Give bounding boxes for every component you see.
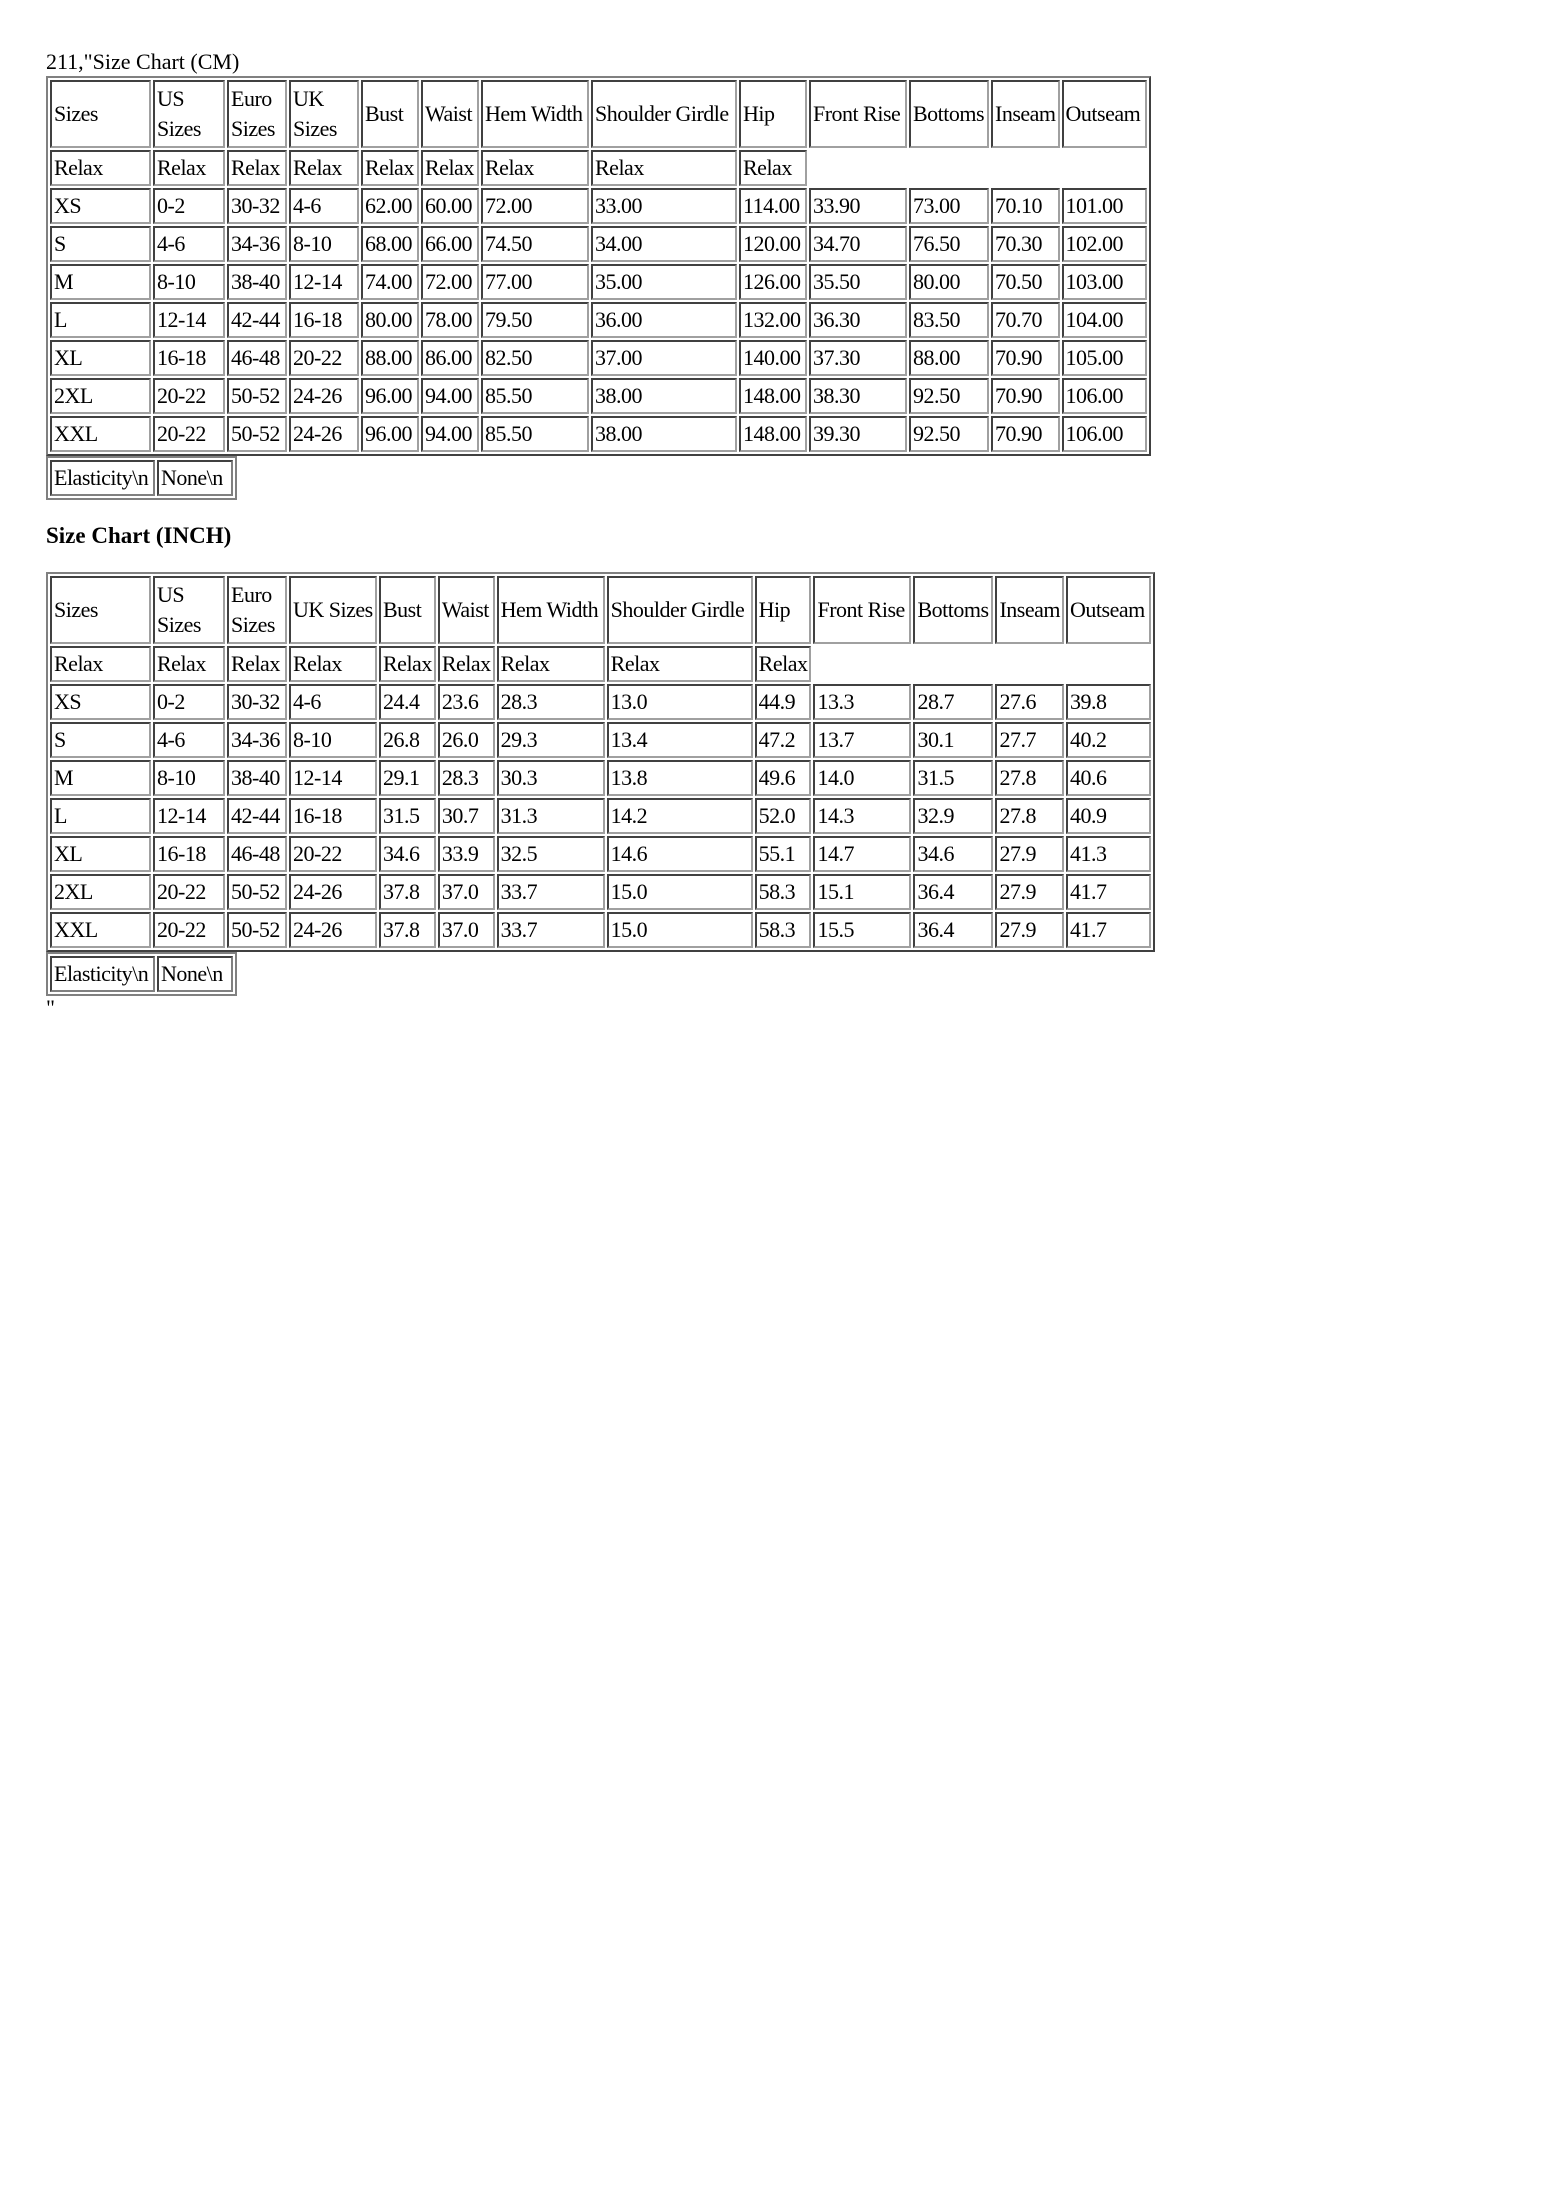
cell-bottoms: 88.00 [909, 340, 989, 376]
cell-uk-sizes: 16-18 [289, 798, 377, 834]
cell-uk-sizes: 8-10 [289, 226, 359, 262]
cell-sizes: M [50, 264, 151, 300]
cell-hip: 47.2 [755, 722, 812, 758]
cell-front-rise: 37.30 [809, 340, 907, 376]
cell-waist: 66.00 [421, 226, 479, 262]
cell-euro-sizes: 30-32 [227, 188, 287, 224]
column-header-bottoms: Bottoms [913, 576, 993, 644]
column-header-euro-sizes: Euro Sizes [227, 576, 287, 644]
cell-bust: 68.00 [361, 226, 419, 262]
cell-uk-sizes: 12-14 [289, 264, 359, 300]
cell-waist: 78.00 [421, 302, 479, 338]
cell-bust: 37.8 [379, 874, 436, 910]
cell-shoulder-girdle: 14.2 [607, 798, 753, 834]
cell-hem-width: 82.50 [481, 340, 589, 376]
elasticity-label: Elasticity\n [50, 460, 155, 496]
cell-euro-sizes: 50-52 [227, 378, 287, 414]
cell-waist: 37.0 [438, 912, 495, 948]
cell-outseam: 105.00 [1062, 340, 1147, 376]
cell-euro-sizes: 42-44 [227, 798, 287, 834]
cell-bust: 62.00 [361, 188, 419, 224]
cm-elasticity-table [46, 456, 237, 500]
cell-bottoms: 32.9 [913, 798, 993, 834]
inch-elasticity-table [46, 952, 237, 996]
cell-us-sizes: 0-2 [153, 684, 225, 720]
cell-sizes: 2XL [50, 378, 151, 414]
cell-front-rise: 15.5 [813, 912, 911, 948]
document-end-quote: " [46, 995, 55, 1020]
table-row [50, 722, 1151, 758]
cell-uk-sizes: 4-6 [289, 188, 359, 224]
cell-hem-width: 85.50 [481, 378, 589, 414]
relax-cell: Relax [607, 646, 753, 682]
table-row [50, 302, 1147, 338]
cell-front-rise: 14.0 [813, 760, 911, 796]
cell-bottoms: 80.00 [909, 264, 989, 300]
cell-bottoms: 28.7 [913, 684, 993, 720]
column-header-waist: Waist [438, 576, 495, 644]
cell-uk-sizes: 16-18 [289, 302, 359, 338]
cell-front-rise: 14.7 [813, 836, 911, 872]
cell-waist: 26.0 [438, 722, 495, 758]
table-row [50, 760, 1151, 796]
cell-hip: 44.9 [755, 684, 812, 720]
cell-hip: 58.3 [755, 874, 812, 910]
cell-hip: 132.00 [739, 302, 807, 338]
cell-bottoms: 83.50 [909, 302, 989, 338]
cell-waist: 33.9 [438, 836, 495, 872]
cell-us-sizes: 0-2 [153, 188, 225, 224]
cell-uk-sizes: 24-26 [289, 378, 359, 414]
cell-inseam: 70.30 [991, 226, 1060, 262]
cell-shoulder-girdle: 33.00 [591, 188, 737, 224]
cell-hip: 49.6 [755, 760, 812, 796]
cell-front-rise: 34.70 [809, 226, 907, 262]
relax-cell: Relax [438, 646, 495, 682]
cell-hip: 148.00 [739, 378, 807, 414]
cell-shoulder-girdle: 14.6 [607, 836, 753, 872]
cell-us-sizes: 20-22 [153, 912, 225, 948]
cell-front-rise: 13.7 [813, 722, 911, 758]
cell-shoulder-girdle: 38.00 [591, 416, 737, 452]
cell-inseam: 70.90 [991, 340, 1060, 376]
cell-shoulder-girdle: 36.00 [591, 302, 737, 338]
cell-euro-sizes: 42-44 [227, 302, 287, 338]
cell-hem-width: 72.00 [481, 188, 589, 224]
cell-shoulder-girdle: 34.00 [591, 226, 737, 262]
relax-cell: Relax [755, 646, 812, 682]
cell-us-sizes: 20-22 [153, 874, 225, 910]
cell-front-rise: 38.30 [809, 378, 907, 414]
cell-us-sizes: 8-10 [153, 264, 225, 300]
relax-cell: Relax [289, 646, 377, 682]
relax-cell: Relax [379, 646, 436, 682]
cell-sizes: XXL [50, 912, 151, 948]
relax-cell: Relax [153, 150, 225, 186]
column-header-waist: Waist [421, 80, 479, 148]
cell-hem-width: 33.7 [497, 874, 605, 910]
cell-waist: 23.6 [438, 684, 495, 720]
column-header-us-sizes: US Sizes [153, 576, 225, 644]
cell-outseam: 101.00 [1062, 188, 1147, 224]
cell-uk-sizes: 20-22 [289, 340, 359, 376]
relax-cell: Relax [497, 646, 605, 682]
column-header-sizes: Sizes [50, 80, 151, 148]
document-page [46, 48, 1155, 1020]
cell-outseam: 40.9 [1066, 798, 1151, 834]
column-header-inseam: Inseam [991, 80, 1060, 148]
cell-bottoms: 73.00 [909, 188, 989, 224]
cell-sizes: XXL [50, 416, 151, 452]
cell-euro-sizes: 38-40 [227, 760, 287, 796]
cell-euro-sizes: 46-48 [227, 836, 287, 872]
cell-front-rise: 33.90 [809, 188, 907, 224]
cell-inseam: 27.9 [995, 912, 1064, 948]
cell-waist: 28.3 [438, 760, 495, 796]
column-header-bust: Bust [361, 80, 419, 148]
relax-cell: Relax [361, 150, 419, 186]
cell-bottoms: 76.50 [909, 226, 989, 262]
cell-hem-width: 33.7 [497, 912, 605, 948]
relax-cell: Relax [153, 646, 225, 682]
cell-bust: 96.00 [361, 378, 419, 414]
cell-inseam: 70.70 [991, 302, 1060, 338]
column-header-outseam: Outseam [1062, 80, 1147, 148]
column-header-bust: Bust [379, 576, 436, 644]
size-chart-inch-table [46, 572, 1155, 952]
document-header-line: 211,"Size Chart (CM) [46, 49, 240, 74]
cell-sizes: L [50, 798, 151, 834]
cell-shoulder-girdle: 35.00 [591, 264, 737, 300]
cell-front-rise: 36.30 [809, 302, 907, 338]
cell-uk-sizes: 4-6 [289, 684, 377, 720]
cell-waist: 72.00 [421, 264, 479, 300]
cell-inseam: 27.8 [995, 760, 1064, 796]
cell-hip: 55.1 [755, 836, 812, 872]
cell-hip: 52.0 [755, 798, 812, 834]
cell-inseam: 70.10 [991, 188, 1060, 224]
elasticity-row [50, 460, 233, 496]
cell-shoulder-girdle: 13.0 [607, 684, 753, 720]
cell-us-sizes: 12-14 [153, 302, 225, 338]
cell-front-rise: 13.3 [813, 684, 911, 720]
cell-bottoms: 31.5 [913, 760, 993, 796]
cell-front-rise: 14.3 [813, 798, 911, 834]
cell-bust: 96.00 [361, 416, 419, 452]
cell-outseam: 106.00 [1062, 378, 1147, 414]
cell-waist: 60.00 [421, 188, 479, 224]
cell-us-sizes: 20-22 [153, 378, 225, 414]
column-header-hip: Hip [755, 576, 812, 644]
cell-bottoms: 36.4 [913, 874, 993, 910]
cell-euro-sizes: 34-36 [227, 226, 287, 262]
cell-uk-sizes: 20-22 [289, 836, 377, 872]
cell-outseam: 40.6 [1066, 760, 1151, 796]
cell-front-rise: 39.30 [809, 416, 907, 452]
cell-bust: 31.5 [379, 798, 436, 834]
cell-inseam: 70.90 [991, 416, 1060, 452]
relax-cell: Relax [421, 150, 479, 186]
cell-euro-sizes: 34-36 [227, 722, 287, 758]
cell-shoulder-girdle: 15.0 [607, 874, 753, 910]
cell-hem-width: 74.50 [481, 226, 589, 262]
cell-bust: 26.8 [379, 722, 436, 758]
cell-us-sizes: 16-18 [153, 836, 225, 872]
column-header-hem-width: Hem Width [497, 576, 605, 644]
cell-bottoms: 30.1 [913, 722, 993, 758]
cell-bust: 80.00 [361, 302, 419, 338]
cell-sizes: S [50, 722, 151, 758]
cell-us-sizes: 8-10 [153, 760, 225, 796]
elasticity-value: None\n [157, 956, 233, 992]
cell-uk-sizes: 8-10 [289, 722, 377, 758]
cell-euro-sizes: 46-48 [227, 340, 287, 376]
cell-us-sizes: 16-18 [153, 340, 225, 376]
column-header-front-rise: Front Rise [809, 80, 907, 148]
cell-bust: 74.00 [361, 264, 419, 300]
cell-uk-sizes: 24-26 [289, 416, 359, 452]
relax-cell: Relax [50, 646, 151, 682]
table-row [50, 340, 1147, 376]
cell-hem-width: 79.50 [481, 302, 589, 338]
cell-sizes: S [50, 226, 151, 262]
cell-bottoms: 34.6 [913, 836, 993, 872]
header-row [50, 576, 1151, 644]
cell-inseam: 27.7 [995, 722, 1064, 758]
table-row [50, 912, 1151, 948]
relax-row [50, 646, 1151, 682]
cell-outseam: 104.00 [1062, 302, 1147, 338]
column-header-uk-sizes: UK Sizes [289, 576, 377, 644]
cell-sizes: XS [50, 188, 151, 224]
cell-hip: 140.00 [739, 340, 807, 376]
elasticity-row [50, 956, 233, 992]
cell-euro-sizes: 38-40 [227, 264, 287, 300]
cell-sizes: M [50, 760, 151, 796]
table-row [50, 798, 1151, 834]
cell-inseam: 70.50 [991, 264, 1060, 300]
cell-outseam: 102.00 [1062, 226, 1147, 262]
column-header-bottoms: Bottoms [909, 80, 989, 148]
cell-hip: 120.00 [739, 226, 807, 262]
cell-hem-width: 32.5 [497, 836, 605, 872]
table-row [50, 264, 1147, 300]
cell-inseam: 27.6 [995, 684, 1064, 720]
relax-cell: Relax [227, 646, 287, 682]
cell-shoulder-girdle: 13.4 [607, 722, 753, 758]
cell-outseam: 103.00 [1062, 264, 1147, 300]
table-row [50, 226, 1147, 262]
cell-us-sizes: 20-22 [153, 416, 225, 452]
cell-shoulder-girdle: 13.8 [607, 760, 753, 796]
cell-bust: 24.4 [379, 684, 436, 720]
cell-hem-width: 77.00 [481, 264, 589, 300]
cell-bust: 37.8 [379, 912, 436, 948]
cell-outseam: 41.7 [1066, 874, 1151, 910]
cell-inseam: 27.9 [995, 874, 1064, 910]
cell-sizes: XS [50, 684, 151, 720]
cell-waist: 86.00 [421, 340, 479, 376]
cell-hip: 58.3 [755, 912, 812, 948]
relax-cell: Relax [227, 150, 287, 186]
cell-waist: 94.00 [421, 378, 479, 414]
cell-us-sizes: 4-6 [153, 226, 225, 262]
column-header-us-sizes: US Sizes [153, 80, 225, 148]
cell-bust: 29.1 [379, 760, 436, 796]
relax-cell: Relax [739, 150, 807, 186]
cell-waist: 37.0 [438, 874, 495, 910]
cell-bottoms: 92.50 [909, 416, 989, 452]
cell-euro-sizes: 50-52 [227, 874, 287, 910]
cell-uk-sizes: 24-26 [289, 874, 377, 910]
cell-outseam: 106.00 [1062, 416, 1147, 452]
table-row [50, 188, 1147, 224]
cell-inseam: 27.9 [995, 836, 1064, 872]
column-header-shoulder-girdle: Shoulder Girdle [607, 576, 753, 644]
elasticity-label: Elasticity\n [50, 956, 155, 992]
table-row [50, 836, 1151, 872]
elasticity-value: None\n [157, 460, 233, 496]
cell-euro-sizes: 50-52 [227, 416, 287, 452]
cell-outseam: 41.3 [1066, 836, 1151, 872]
table-row [50, 684, 1151, 720]
cell-sizes: XL [50, 836, 151, 872]
relax-row-empty [809, 150, 1147, 186]
cell-hip: 148.00 [739, 416, 807, 452]
inch-chart-heading: Size Chart (INCH) [46, 523, 232, 548]
relax-cell: Relax [50, 150, 151, 186]
column-header-shoulder-girdle: Shoulder Girdle [591, 80, 737, 148]
cell-sizes: L [50, 302, 151, 338]
column-header-hip: Hip [739, 80, 807, 148]
cell-shoulder-girdle: 38.00 [591, 378, 737, 414]
cell-shoulder-girdle: 15.0 [607, 912, 753, 948]
table-row [50, 416, 1147, 452]
cell-us-sizes: 12-14 [153, 798, 225, 834]
cell-us-sizes: 4-6 [153, 722, 225, 758]
cell-euro-sizes: 50-52 [227, 912, 287, 948]
cell-hem-width: 29.3 [497, 722, 605, 758]
cell-bust: 88.00 [361, 340, 419, 376]
cell-bust: 34.6 [379, 836, 436, 872]
cell-inseam: 70.90 [991, 378, 1060, 414]
size-chart-cm-table [46, 76, 1151, 456]
cell-bottoms: 92.50 [909, 378, 989, 414]
cell-outseam: 41.7 [1066, 912, 1151, 948]
cell-euro-sizes: 30-32 [227, 684, 287, 720]
cell-hem-width: 31.3 [497, 798, 605, 834]
cell-waist: 30.7 [438, 798, 495, 834]
column-header-hem-width: Hem Width [481, 80, 589, 148]
cell-hip: 114.00 [739, 188, 807, 224]
table-row [50, 874, 1151, 910]
cell-hem-width: 85.50 [481, 416, 589, 452]
relax-cell: Relax [591, 150, 737, 186]
relax-cell: Relax [289, 150, 359, 186]
cell-shoulder-girdle: 37.00 [591, 340, 737, 376]
column-header-sizes: Sizes [50, 576, 151, 644]
cell-outseam: 40.2 [1066, 722, 1151, 758]
column-header-euro-sizes: Euro Sizes [227, 80, 287, 148]
cell-sizes: XL [50, 340, 151, 376]
column-header-uk-sizes: UK Sizes [289, 80, 359, 148]
cell-hem-width: 28.3 [497, 684, 605, 720]
relax-cell: Relax [481, 150, 589, 186]
cell-hip: 126.00 [739, 264, 807, 300]
cell-outseam: 39.8 [1066, 684, 1151, 720]
column-header-outseam: Outseam [1066, 576, 1151, 644]
cell-inseam: 27.8 [995, 798, 1064, 834]
column-header-front-rise: Front Rise [813, 576, 911, 644]
cell-front-rise: 15.1 [813, 874, 911, 910]
cell-front-rise: 35.50 [809, 264, 907, 300]
cell-hem-width: 30.3 [497, 760, 605, 796]
cell-sizes: 2XL [50, 874, 151, 910]
table-row [50, 378, 1147, 414]
column-header-inseam: Inseam [995, 576, 1064, 644]
cell-waist: 94.00 [421, 416, 479, 452]
cell-bottoms: 36.4 [913, 912, 993, 948]
cell-uk-sizes: 12-14 [289, 760, 377, 796]
relax-row-empty [813, 646, 1151, 682]
header-row [50, 80, 1147, 148]
relax-row [50, 150, 1147, 186]
cell-uk-sizes: 24-26 [289, 912, 377, 948]
